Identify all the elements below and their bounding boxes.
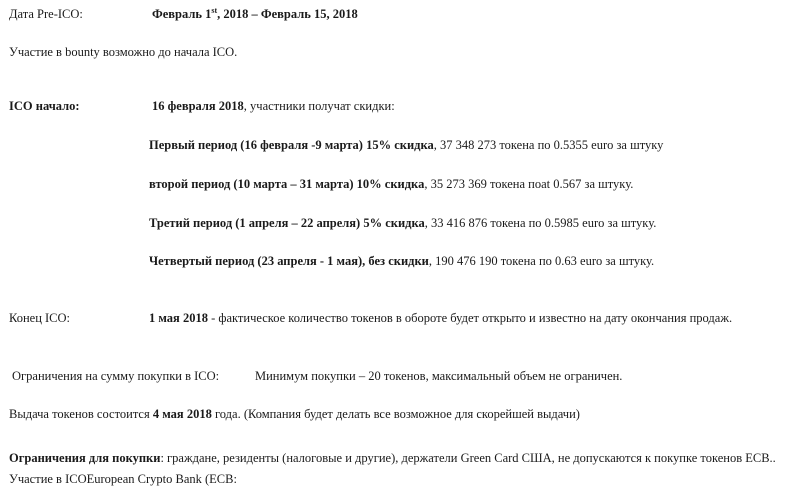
period-1	[149, 137, 663, 153]
restrictions-text: : граждане, резиденты (налоговые и другие), держатели Green Card США, не допускаются к покупке токенов ECB..	[160, 451, 776, 465]
period-3-bold: Третий период (1 апреля – 22 апреля) 5% скидка	[149, 216, 425, 230]
issuance-post: года. (Компания будет делать все возможное для скорейшей выдачи)	[211, 407, 580, 421]
limits-label: Ограничения на сумму покупки в ICO:	[12, 369, 220, 383]
preico-date-sup: st	[211, 5, 218, 15]
period-4	[149, 253, 654, 269]
ico-start-info	[152, 98, 395, 114]
period-2	[149, 176, 633, 192]
ico-end-date: 1 мая 2018	[149, 311, 208, 325]
restrictions-label: Ограничения для покупки	[9, 451, 161, 465]
preico-label: Дата Pre-ICO:	[9, 7, 83, 21]
ico-end-text: - фактическое количество токенов в обороте будет открыто и известно на дату окончания продаж.	[207, 311, 733, 325]
period-4-bold: Четвертый период (23 апреля - 1 мая), без скидки	[149, 254, 429, 268]
issuance-date: 4 мая 2018	[152, 407, 212, 421]
ico-end-label: Конец ICO:	[9, 311, 71, 325]
period-3	[149, 215, 656, 231]
ico-start-text: , участники получат скидки:	[243, 99, 395, 113]
period-2-text: , 35 273 369 токена поat 0.567 за штуку.	[424, 177, 634, 191]
bounty-text: Участие в bounty возможно до начала ICO.	[9, 45, 238, 59]
period-2-bold: второй период (10 марта – 31 марта) 10% скидка	[149, 177, 425, 191]
issuance-pre: Выдача токенов состоится	[9, 407, 153, 421]
ico-end-info	[149, 310, 732, 326]
limits-text: Минимум покупки – 20 токенов, максимальный объем не ограничен.	[255, 369, 623, 383]
ico-start-date: 16 февраля 2018	[152, 99, 244, 113]
period-1-text: , 37 348 273 токена по 0.5355 euro за штуку	[433, 138, 664, 152]
ico-end-colon: :	[66, 311, 71, 325]
period-3-text: , 33 416 876 токена по 0.5985 euro за штуку.	[424, 216, 657, 230]
ico-start-label: ICO начало:	[9, 99, 80, 113]
preico-dates	[152, 6, 358, 22]
preico-date-start: Февраль 1	[152, 7, 212, 21]
preico-date-rest: , 2018 – Февраль 15, 2018	[217, 7, 358, 21]
issuance-line	[9, 406, 580, 422]
restrictions-line	[9, 450, 776, 466]
period-1-bold: Первый период (16 февраля -9 марта) 15% скидка	[149, 138, 434, 152]
participation-text: Участие в ICOEuropean Crypto Bank (ECB:	[9, 472, 237, 486]
period-4-text: , 190 476 190 токена по 0.63 euro за штуку.	[428, 254, 655, 268]
